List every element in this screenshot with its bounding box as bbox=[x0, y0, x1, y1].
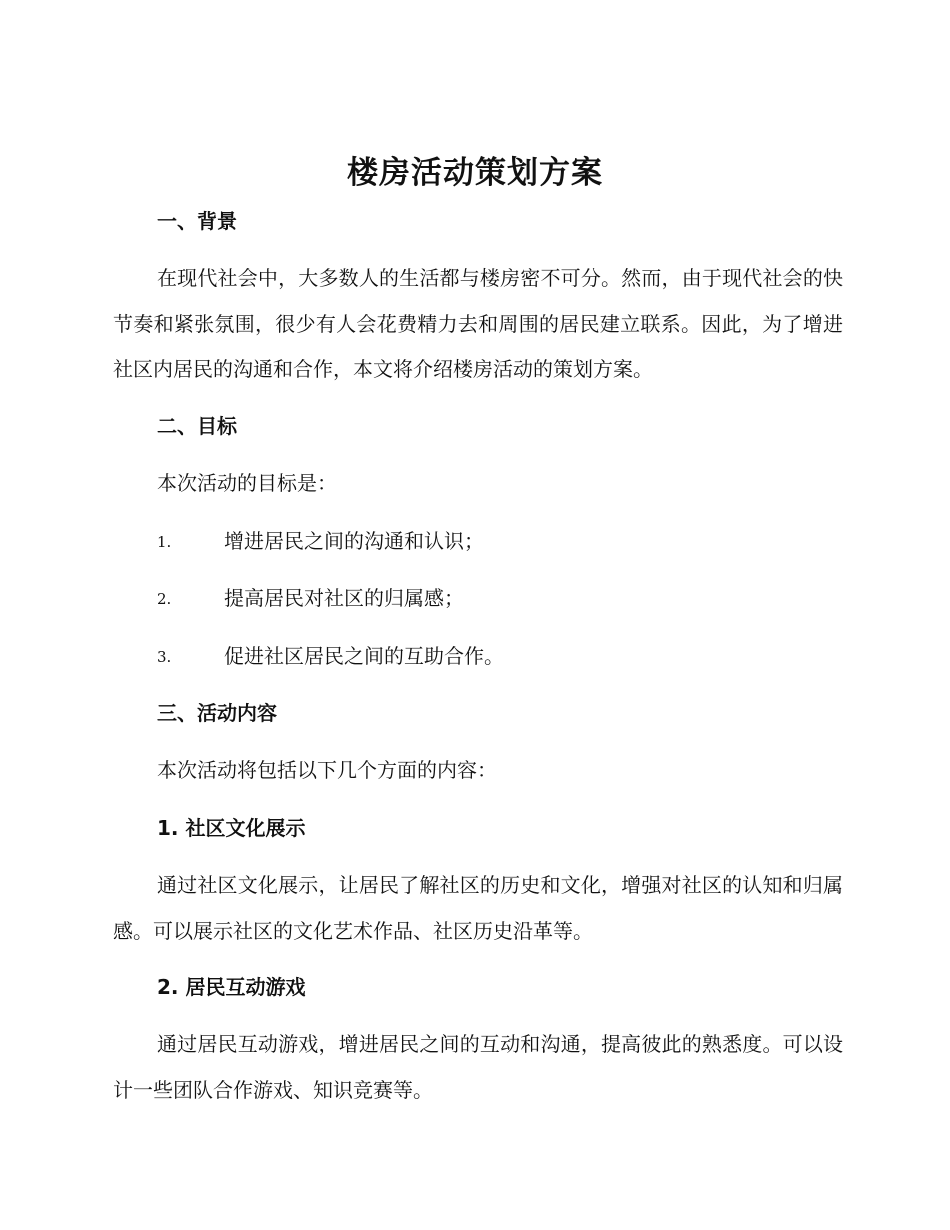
content-intro: 本次活动将包括以下几个方面的内容： bbox=[157, 758, 497, 782]
list-number: 3. bbox=[157, 648, 172, 666]
list-text: 提高居民对社区的归属感； bbox=[224, 586, 464, 610]
culture-paragraph: 通过社区文化展示，让居民了解社区的历史和文化，增强对社区的认知和归属感。可以展示社区的文化艺术作品、社区历史沿革等。 bbox=[113, 873, 843, 943]
section-heading-background: 一、背景 bbox=[157, 209, 237, 233]
section-heading-goals: 二、目标 bbox=[157, 414, 237, 438]
subsection-heading-culture: 1. 社区文化展示 bbox=[157, 816, 306, 840]
goals-intro: 本次活动的目标是： bbox=[157, 471, 337, 495]
subsection-heading-games: 2. 居民互动游戏 bbox=[157, 975, 306, 999]
background-paragraph: 在现代社会中，大多数人的生活都与楼房密不可分。然而，由于现代社会的快节奏和紧张氛围，很少有人会花费精力去和周围的居民建立联系。因此，为了增进社区内居民的沟通和合作，本文将介绍楼房活动的策划方案。 bbox=[113, 266, 843, 381]
list-text: 增进居民之间的沟通和认识； bbox=[224, 529, 484, 553]
list-text: 促进社区居民之间的互助合作。 bbox=[224, 644, 504, 668]
games-paragraph: 通过居民互动游戏，增进居民之间的互动和沟通，提高彼此的熟悉度。可以设计一些团队合作游戏、知识竞赛等。 bbox=[113, 1032, 843, 1102]
list-number: 1. bbox=[157, 533, 172, 551]
section-heading-content: 三、活动内容 bbox=[157, 701, 277, 725]
document-title: 楼房活动策划方案 bbox=[347, 155, 603, 191]
list-number: 2. bbox=[157, 590, 172, 608]
